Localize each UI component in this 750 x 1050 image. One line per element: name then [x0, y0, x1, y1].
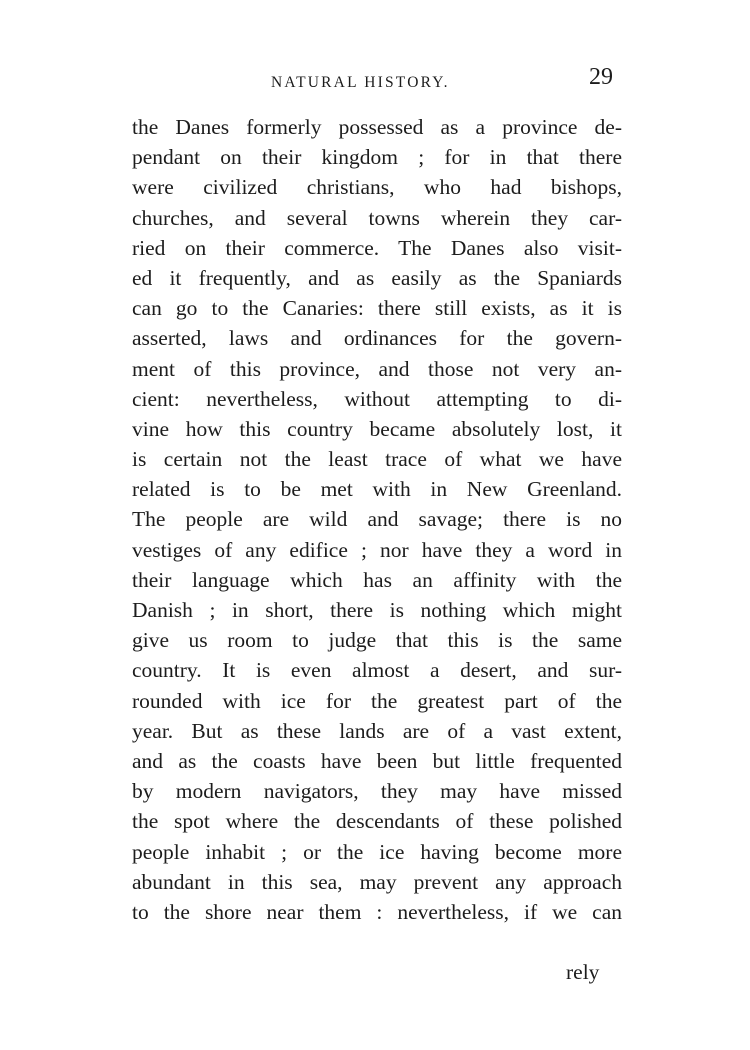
- text-line: related is to be met with in New Greenland.: [132, 477, 622, 502]
- text-line: the spot where the descendants of these polished: [132, 809, 622, 834]
- catchword: rely: [566, 960, 600, 984]
- text-line: cient: nevertheless, without attempting to di-: [132, 386, 622, 411]
- running-title: NATURAL HISTORY.: [271, 74, 450, 91]
- text-line: churches, and several towns wherein they car-: [132, 205, 622, 230]
- text-line: Danish ; in short, there is nothing which might: [132, 598, 622, 622]
- text-line: year. But as these lands are of a vast extent,: [132, 718, 622, 743]
- page-number: 29: [589, 64, 613, 90]
- text-line: pendant on their kingdom ; for in that there: [132, 145, 622, 170]
- body-text: [132, 112, 622, 927]
- text-line: rounded with ice for the greatest part of the: [132, 688, 622, 713]
- text-line: ried on their commerce. The Danes also visit-: [132, 235, 622, 260]
- text-line: ed it frequently, and as easily as the Spaniards: [132, 265, 622, 290]
- text-line: country. It is even almost a desert, and sur-: [132, 658, 622, 683]
- text-line: ment of this province, and those not very an-: [132, 356, 622, 381]
- text-line: to the shore near them : nevertheless, if we can: [132, 899, 622, 924]
- text-line: is certain not the least trace of what we have: [132, 447, 622, 472]
- text-line: asserted, laws and ordinances for the govern-: [132, 326, 622, 351]
- text-line: can go to the Canaries: there still exists, as it is: [132, 296, 622, 321]
- text-line: the Danes formerly possessed as a province de-: [132, 115, 622, 139]
- text-line: The people are wild and savage; there is no: [132, 507, 622, 532]
- text-line: give us room to judge that this is the same: [132, 628, 622, 653]
- text-line: vine how this country became absolutely lost, it: [132, 416, 622, 441]
- text-line: were civilized christians, who had bishops,: [132, 175, 622, 200]
- text-line: and as the coasts have been but little frequented: [132, 748, 622, 773]
- text-line: their language which has an affinity with the: [132, 567, 622, 592]
- text-line: by modern navigators, they may have missed: [132, 779, 622, 804]
- text-line: abundant in this sea, may prevent any approach: [132, 869, 622, 894]
- text-line: vestiges of any edifice ; nor have they a word in: [132, 537, 622, 562]
- text-line: people inhabit ; or the ice having become more: [132, 839, 622, 864]
